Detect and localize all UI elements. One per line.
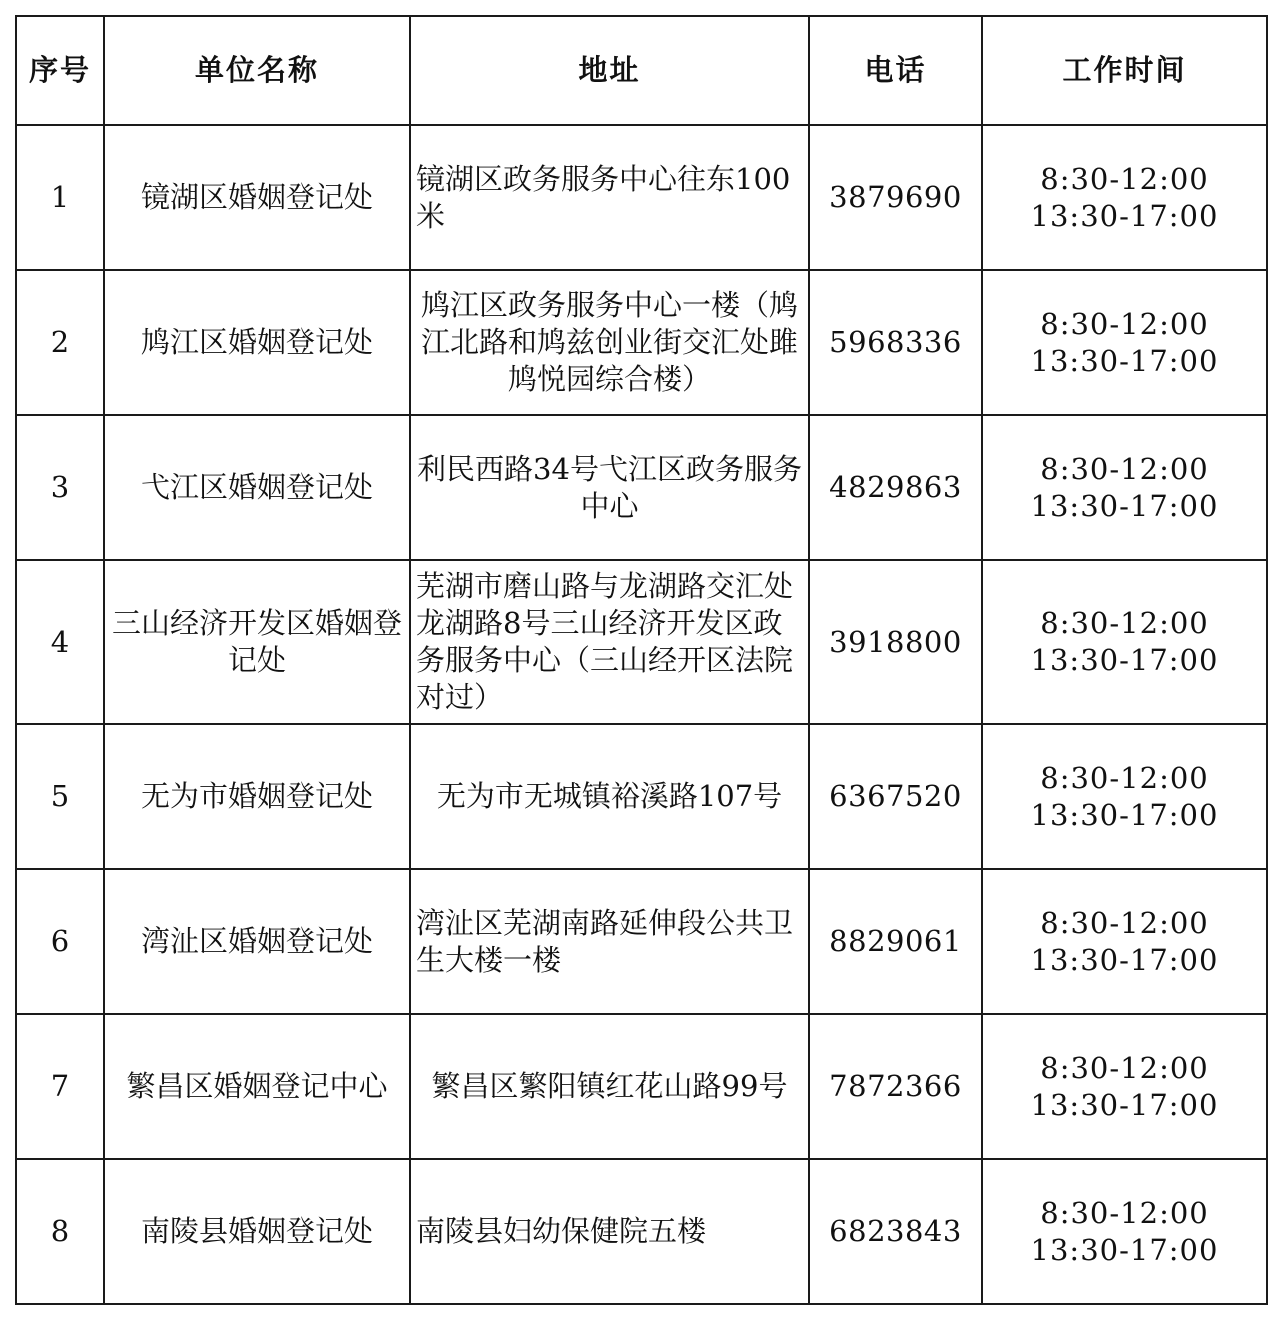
address: 利民西路34号弋江区政务服务中心 (410, 415, 809, 560)
phone-number: 6367520 (809, 724, 982, 869)
row-number: 4 (16, 560, 104, 724)
morning-hours: 8:30-12:00 (1040, 451, 1209, 486)
phone-number: 5968336 (809, 270, 982, 415)
phone-number: 3918800 (809, 560, 982, 724)
working-hours (982, 560, 1267, 724)
phone-number: 4829863 (809, 415, 982, 560)
unit-name: 湾沚区婚姻登记处 (104, 869, 410, 1014)
morning-hours: 8:30-12:00 (1040, 306, 1209, 341)
phone-number: 8829061 (809, 869, 982, 1014)
address: 芜湖市磨山路与龙湖路交汇处龙湖路8号三山经济开发区政务服务中心（三山经开区法院对过） (410, 560, 809, 724)
morning-hours: 8:30-12:00 (1040, 760, 1209, 795)
table-row (16, 1014, 1267, 1159)
row-number: 1 (16, 125, 104, 270)
table-row (16, 125, 1267, 270)
table-row (16, 270, 1267, 415)
afternoon-hours: 13:30-17:00 (1030, 343, 1219, 378)
working-hours (982, 415, 1267, 560)
table-row (16, 869, 1267, 1014)
row-number: 2 (16, 270, 104, 415)
address: 镜湖区政务服务中心往东100米 (410, 125, 809, 270)
working-hours (982, 869, 1267, 1014)
morning-hours: 8:30-12:00 (1040, 606, 1209, 640)
marriage-registry-table (15, 15, 1268, 1305)
header-phone: 电话 (809, 16, 982, 125)
row-number: 6 (16, 869, 104, 1014)
unit-name: 镜湖区婚姻登记处 (104, 125, 410, 270)
table-row (16, 560, 1267, 724)
address: 南陵县妇幼保健院五楼 (410, 1159, 809, 1304)
address: 无为市无城镇裕溪路107号 (410, 724, 809, 869)
table-header-row (16, 16, 1267, 125)
afternoon-hours: 13:30-17:00 (1030, 1232, 1219, 1267)
working-hours (982, 1159, 1267, 1304)
working-hours (982, 125, 1267, 270)
table-row (16, 1159, 1267, 1304)
afternoon-hours: 13:30-17:00 (1030, 643, 1219, 677)
afternoon-hours: 13:30-17:00 (1030, 797, 1219, 832)
header-address: 地址 (410, 16, 809, 125)
table-row (16, 724, 1267, 869)
header-no: 序号 (16, 16, 104, 125)
phone-number: 7872366 (809, 1014, 982, 1159)
phone-number: 3879690 (809, 125, 982, 270)
unit-name: 三山经济开发区婚姻登记处 (104, 560, 410, 724)
row-number: 7 (16, 1014, 104, 1159)
row-number: 8 (16, 1159, 104, 1304)
row-number: 5 (16, 724, 104, 869)
phone-number: 6823843 (809, 1159, 982, 1304)
morning-hours: 8:30-12:00 (1040, 161, 1209, 196)
unit-name: 鸠江区婚姻登记处 (104, 270, 410, 415)
morning-hours: 8:30-12:00 (1040, 1195, 1209, 1230)
unit-name: 无为市婚姻登记处 (104, 724, 410, 869)
unit-name: 南陵县婚姻登记处 (104, 1159, 410, 1304)
unit-name: 繁昌区婚姻登记中心 (104, 1014, 410, 1159)
header-unit-name: 单位名称 (104, 16, 410, 125)
afternoon-hours: 13:30-17:00 (1030, 198, 1219, 233)
morning-hours: 8:30-12:00 (1040, 905, 1209, 940)
working-hours (982, 1014, 1267, 1159)
working-hours (982, 270, 1267, 415)
afternoon-hours: 13:30-17:00 (1030, 1087, 1219, 1122)
address: 繁昌区繁阳镇红花山路99号 (410, 1014, 809, 1159)
address: 湾沚区芜湖南路延伸段公共卫生大楼一楼 (410, 869, 809, 1014)
morning-hours: 8:30-12:00 (1040, 1050, 1209, 1085)
afternoon-hours: 13:30-17:00 (1030, 488, 1219, 523)
afternoon-hours: 13:30-17:00 (1030, 942, 1219, 977)
working-hours (982, 724, 1267, 869)
address: 鸠江区政务服务中心一楼（鸠江北路和鸠兹创业街交汇处雎鸠悦园综合楼） (410, 270, 809, 415)
table-row (16, 415, 1267, 560)
header-working-hours: 工作时间 (982, 16, 1267, 125)
row-number: 3 (16, 415, 104, 560)
unit-name: 弋江区婚姻登记处 (104, 415, 410, 560)
